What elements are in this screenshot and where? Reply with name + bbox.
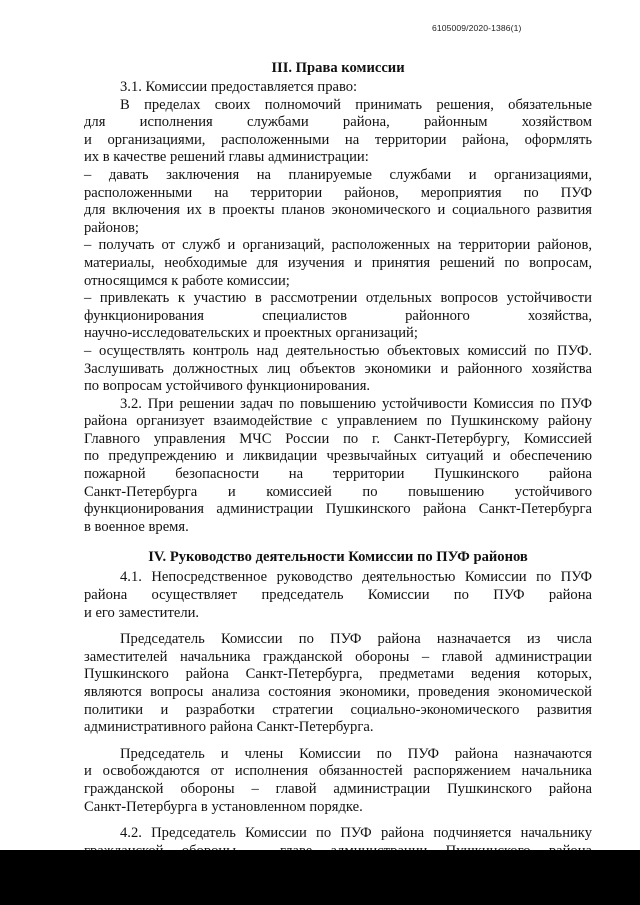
text-line: 4.2. Председатель Комиссии по ПУФ района подчиняется начальнику — [120, 825, 592, 842]
text-line: Главного управления МЧС России по г. Санкт-Петербургу, Комиссией — [84, 430, 592, 447]
text-line: по вопросам устойчивого функционирования. — [84, 378, 371, 395]
text-line: – привлекать к участию в рассмотрении отдельных вопросов устойчивости — [84, 290, 592, 307]
text-line: гражданской обороны – главой администрации Пушкинского района — [84, 780, 592, 797]
text-line: Пушкинского района Санкт-Петербурга, предметами ведения которых, — [84, 666, 592, 683]
section-3-title: III. Права комиссии — [271, 60, 405, 76]
document-body — [84, 57, 592, 878]
text-line: – получать от служб и организаций, расположенных на территории районов, — [84, 237, 592, 254]
text-line: Заслушивать должностных лиц объектов экономики и районного хозяйства — [84, 360, 592, 377]
text-line: – осуществлять контроль над деятельностью объектовых комиссий по ПУФ. — [84, 342, 592, 359]
text-line: пожарной безопасности на территории Пушкинского района — [84, 466, 592, 483]
text-line: политики и разработки стратегии социально-экономического развития — [84, 701, 592, 718]
paragraph — [84, 746, 592, 816]
text-line: района осуществляет председатель Комиссии по ПУФ района — [84, 587, 592, 604]
section-4-title: IV. Руководство деятельности Комиссии по ПУФ районов — [148, 549, 528, 566]
text-line: Санкт-Петербурга в установленном порядке. — [84, 798, 363, 815]
text-line: и организациями, расположенными на территории района, оформлять — [84, 131, 592, 148]
section-4-body — [84, 569, 592, 878]
text-line: и освобождаются от исполнения обязанностей распоряжением начальника — [84, 763, 592, 780]
text-line: материалы, необходимые для изучения и принятия решений по вопросам, — [84, 254, 592, 271]
text-line: Председатель Комиссии по ПУФ района назначается из числа — [120, 631, 592, 648]
paragraph — [84, 79, 592, 97]
text-line: относящимся к работе комиссии; — [84, 272, 290, 289]
text-line: по предупреждению и ликвидации чрезвычайных ситуаций и обеспечению — [84, 448, 592, 465]
text-line: – давать заключения на планируемые службами и организациями, — [84, 166, 592, 183]
text-line: для включения их в проекты планов экономического и социального развития — [84, 202, 592, 219]
text-line: 4.1. Непосредственное руководство деятельностью Комиссии по ПУФ — [120, 569, 592, 586]
text-line: в военное время. — [84, 518, 189, 535]
text-line: для исполнения службами района, районным хозяйством — [84, 114, 592, 131]
text-line: 3.2. При решении задач по повышению устойчивости Комиссия по ПУФ — [120, 395, 592, 412]
paragraph — [84, 237, 592, 290]
text-line: научно-исследовательских и проектных организаций; — [84, 325, 418, 342]
paragraph — [84, 396, 592, 537]
text-line: районов; — [84, 219, 139, 236]
text-line: административного района Санкт-Петербурга. — [84, 719, 374, 736]
paragraph — [84, 569, 592, 622]
paragraph — [84, 631, 592, 737]
paragraph — [84, 97, 592, 167]
text-line: заместителей начальника гражданской обороны – главой администрации — [84, 648, 592, 665]
text-line: района организует взаимодействие с управлением по Пушкинскому району — [84, 413, 592, 430]
paragraph — [84, 290, 592, 343]
scan-border — [0, 850, 640, 905]
text-line: функционирования специалистов районного хозяйства, — [84, 307, 592, 324]
text-line: В пределах своих полномочий принимать решения, обязательные — [120, 96, 592, 113]
document-id: 6105009/2020-1386(1) — [432, 23, 522, 33]
text-line: Председатель и члены Комиссии по ПУФ района назначаются — [120, 745, 592, 762]
text-line: их в качестве решений главы администрации: — [84, 149, 369, 166]
text-line: Санкт-Петербурга и комиссией по повышению устойчивого — [84, 483, 592, 500]
paragraph — [84, 343, 592, 396]
text-line: и его заместители. — [84, 604, 200, 621]
paragraph — [84, 167, 592, 237]
text-line: функционирования администрации Пушкинского района Санкт-Петербурга — [84, 501, 592, 518]
text-line: являются вопросы анализа состояния экономики, проведения экономической — [84, 684, 592, 700]
text-line: расположенными на территории районов, мероприятия по ПУФ — [84, 184, 592, 201]
section-3-body — [84, 79, 592, 536]
text-line: 3.1. Комиссии предоставляется право: — [120, 79, 358, 95]
